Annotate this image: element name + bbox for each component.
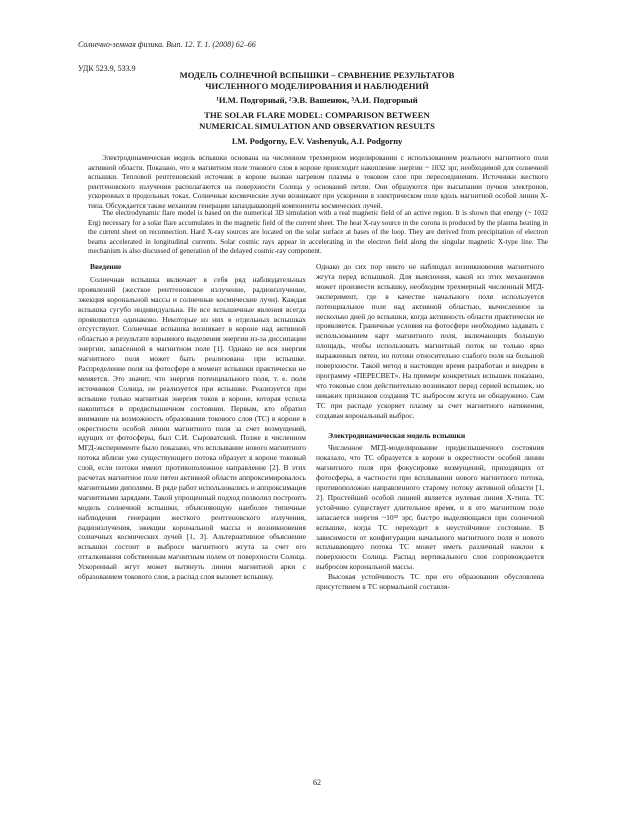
intro-continuation-paragraph: Однако до сих пор никто не наблюдал возникновения магнитного жгута перед вспышкой. Для выяснения, какой из этих механизмов может произвести вспышку, необходим трехмерный численный МГД-эксперимент, где в качестве начального поля используется потенциальное поле над активной областью, вычисленное за несколько дней до вспышки, когда активность области практически не проявляется. Граничные условия на фотосфере необходимо задавать с использованием карт магнитного поля, включающих большую площадь, чтобы использовать магнитный поток не только ярко выраженных пятен, но потоки относительно слабого поля на большой поверхности. Такой метод в настоящее время разработан и внедрен в программу «ПЕРЕСВЕТ». На примере конкретных вспышек показано, что токовые слои действительно возникают перед серией вспышек, но никаких признаков создания ТС выбросом жгута не обнаружено. Сам ТС при распаде ускоряет плазму за счет магнитного натяжения, создавая корональный выброс. [316,262,544,420]
left-column [78,262,306,582]
english-title [78,110,556,132]
right-column [316,262,544,592]
journal-citation: Солнечно-земная физика. Вып. 12. Т. 1. (2008) 62–66 [78,40,256,49]
russian-title-line-1: МОДЕЛЬ СОЛНЕЧНОЙ ВСПЫШКИ – СРАВНЕНИЕ РЕЗУЛЬТАТОВ [179,70,455,80]
model-paragraph: Высокая устойчивость ТС при его образовании обусловлена присутствием в ТС нормальной составля- [316,572,544,592]
electrodynamic-model-heading: Электродинамическая модель вспышки [328,430,466,440]
model-paragraph: Численное МГД-моделирование предвспышечного состояния показало, что ТС образуется в короне в окрестности особой линии магнитного поля при фокусировке возмущений, приходящих от фотосферы, в частности при всплывании нового магнитного потока, противоположно направленного старому потоку активной области [1, 2]. Простейшей особой линией является нулевая линия X-типа. ТС устойчиво существует длительное время, и в его магнитном поле запасается энергия ~10³² эрг, быстро выделяющаяся при солнечной вспышке, когда ТС переходит в неустойчивое состояние. В зависимости от конфигурации начального магнитного поля и нового всплывающего потока ТС может иметь различный наклон к поверхности Солнца. Распад вертикального слоя сопровождается выбросом корональной массы. [316,443,544,572]
russian-abstract: Электродинамическая модель вспышки основана на численном трехмерном моделировании с использованием реального магнитного поля активной области. Показано, что в магнитном поле токового слоя в короне происходит накопление энергии ~ 1032 эрг, необходимой для солнечной вспышки. Тепловой рентгеновский источник в короне вызван нагревом плазмы в токовом слое при пересоединении. Источники жесткого рентгеновского излучения располагаются на поверхности Солнца у оснований петли. Они образуются при высыпании пучков электронов, ускоренных в продольных токах. Солнечные космические лучи возникают при ускорении в электрическом поле вдоль магнитной особой линии X-типа. Обсуждается также механизм генерации запаздывающей компоненты космических лучей. [88,154,548,210]
page-number: 62 [313,778,321,787]
english-abstract: The electrodynamic flare model is based on the numerical 3D simulation with a real magnetic field of an active region. It is shown that energy (~ 1032 Erg) necessary for a solar flare accumulates in the magnetic field of the current sheet. The heat X-ray source in the corona is produced by the plasma heating in the current sheet on reconnection. Hard X-ray sources are located on the solar surface at bases of the loop. They are derived from precipitation of electron beams accelerated in longitudinal currents. Solar cosmic rays appear in accelerating in the electron field along the singular magnetic X-type line. The mechanism is also discussed of generation of the delayed cosmic-ray component. [88,209,548,255]
english-title-line-2: NUMERICAL SIMULATION AND OBSERVATION RESULTS [199,121,435,131]
russian-title [78,70,556,92]
russian-authors: ¹И.М. Подгорный, ²Э.В. Вашенюк, ³А.И. Подгорный [216,95,418,105]
intro-paragraph: Солнечная вспышка включает в себя ряд наблюдательных проявлений (жесткое рентгеновское излучение, радиоизлучение, эжекция корональной массы и солнечные космические лучи). Каждая вспышка сугубо индивидуальна. Не все вспышечные явления всегда проявляются одинаково. Некоторые из них в отдельных вспышках отсутствуют. Солнечная вспышка возникает в короне над активной областью в результате взрывного выделения энергии из-за диссипации энергии, запасенной в магнитном поле [1]. Однако не вся энергия магнитного поля может быть реализована при вспышке. Распределение поля на фотосфере в момент вспышки практически не меняется. Это значит, что энергия потенциального поля, т. е. поля источников Солнца, не реализуется при вспышке. Реализуется при вспышке только магнитная энергия токов в короне, которая успела накопиться в предвспышечном состоянии. Первым, кто обратил внимание на возможность образования токового слоя (ТС) в короне в окрестности особой линии магнитного поля за счет возмущений, идущих от фотосферы, был С.И. Сыроватский. Позже в численном МГД-эксперименте было показано, что всплывание нового магнитного потока вблизи уже существующего потока образует в короне токовый слой, если потоки имеют противоположное направление [2]. В этих расчетах магнитное поле пятен активной области аппроксимировалось магнитными диполями. В ряде работ использовались и аппроксимация магнитными зарядами. Такой упрощенный подход позволил построить модель солнечной вспышки, объясняющую наиболее типичные наблюдения генерации жесткого рентгеновского излучения, радиоизлучения, эжекции корональной массы и возникновения солнечных космических лучей [1, 3]. Альтернативное объяснение вспышки состоит в выбросе магнитного жгута за счет его отталкивания собственным магнитным полем от поверхности Солнца. Ускоренный жгут может вытянуть линии магнитной арки с образованием токового слоя, а распад слоя вызовет вспышку. [78,274,306,582]
introduction-heading: Введение [90,262,122,271]
english-authors: I.M. Podgorny, E.V. Vashenyuk, A.I. Podgorny [231,136,403,146]
russian-title-line-2: ЧИСЛЕННОГО МОДЕЛИРОВАНИЯ И НАБЛЮДЕНИЙ [205,81,429,91]
udk-code: УДК 523.9, 533.9 [78,64,136,73]
english-title-line-1: THE SOLAR FLARE MODEL: COMPARISON BETWEEN [204,110,430,120]
